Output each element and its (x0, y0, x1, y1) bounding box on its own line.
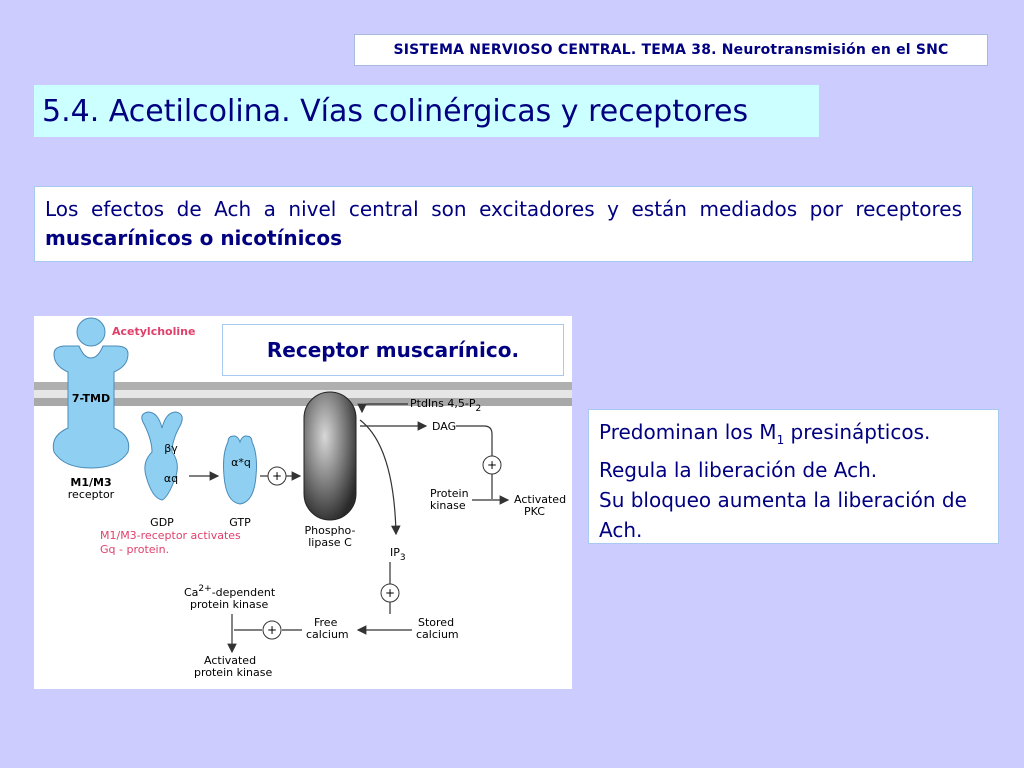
gq-protein-inactive (142, 412, 183, 500)
note-line1-sub: 1 (776, 433, 785, 447)
plc-label-line2: lipase C (308, 536, 352, 549)
ip3-label (390, 546, 406, 563)
plc-label-line1: Phospho- (304, 524, 356, 537)
caption-text: Receptor muscarínico. (266, 338, 520, 362)
plus-label-3: + (384, 586, 396, 600)
alpha-q-label: αq (163, 472, 179, 485)
slide-title (34, 85, 819, 137)
note-line-2: Regula la liberación de Ach. (599, 458, 878, 482)
dag-label: DAG (432, 420, 457, 433)
intro-text: Los efectos de Ach a nivel central son excitadores y están mediados por receptores (45, 197, 962, 221)
note-line-1 (599, 417, 988, 455)
ip3-sub: 3 (399, 553, 406, 563)
apk-label-line2: protein kinase (194, 666, 273, 679)
tmd-label: 7-TMD (71, 392, 111, 405)
m1-m3-receptor-shape (53, 346, 128, 468)
gq-protein-active (224, 436, 257, 504)
plus-label-1: + (271, 469, 283, 483)
note-line1-pre: Predominan los M (599, 420, 777, 444)
free-label-line1: Free (314, 616, 338, 629)
ca-text-post: -dependent (211, 586, 276, 599)
pk-label-line1: Protein (430, 487, 469, 500)
figure-caption (222, 324, 564, 376)
ptdins-sub: 2 (475, 404, 482, 414)
notes-box (588, 409, 999, 544)
acetylcholine-label: Acetylcholine (112, 325, 196, 338)
receptor-label-line2: receptor (67, 488, 115, 501)
arrow-dag-down (456, 426, 492, 456)
ca-text: Ca (184, 586, 199, 599)
gtp-label: GTP (229, 516, 251, 529)
ptdins-text: PtdIns 4,5-P (410, 397, 476, 410)
ptdins-label (410, 397, 481, 414)
activates-line2: Gq - protein. (100, 543, 170, 556)
stored-label-line2: calcium (416, 628, 459, 641)
ip3-text: IP (390, 546, 400, 559)
free-label-line2: calcium (306, 628, 349, 641)
slide-header (354, 34, 988, 66)
pkc-label-line1: Activated (514, 493, 567, 506)
pk-label-line2: kinase (430, 499, 466, 512)
beta-gamma-label: βγ (164, 442, 178, 455)
membrane-middle (34, 390, 572, 398)
title-text: 5.4. Acetilcolina. Vías colinérgicas y receptores (42, 93, 749, 129)
note-line-3: Su bloqueo aumenta la liberación de Ach. (599, 488, 967, 542)
intro-bold: muscarínicos o nicotínicos (45, 226, 343, 250)
plus-label-2: + (486, 458, 498, 472)
ca-sup: 2+ (198, 584, 212, 594)
ca-label-line1 (184, 584, 276, 599)
activates-line1: M1/M3-receptor activates (100, 529, 241, 542)
plus-label-4: + (266, 623, 278, 637)
pkc-label-line2: PKC (524, 505, 545, 518)
stored-label-line1: Stored (418, 616, 455, 629)
header-text: SISTEMA NERVIOSO CENTRAL. TEMA 38. Neurotransmisión en el SNC (393, 42, 949, 58)
membrane-outer (34, 382, 572, 390)
ca-label-line2: protein kinase (190, 598, 269, 611)
note-line1-post: presinápticos. (784, 420, 931, 444)
intro-text-box (34, 186, 973, 262)
arrow-plc-ip3 (360, 420, 396, 534)
alpha-star-q-label: α*q (231, 456, 251, 469)
phospholipase-c-shape (304, 392, 356, 520)
gdp-label: GDP (150, 516, 174, 529)
apk-label-line1: Activated (204, 654, 257, 667)
acetylcholine-ball (77, 318, 105, 346)
receptor-label-line1: M1/M3 (70, 476, 112, 489)
membrane-inner (34, 398, 572, 406)
